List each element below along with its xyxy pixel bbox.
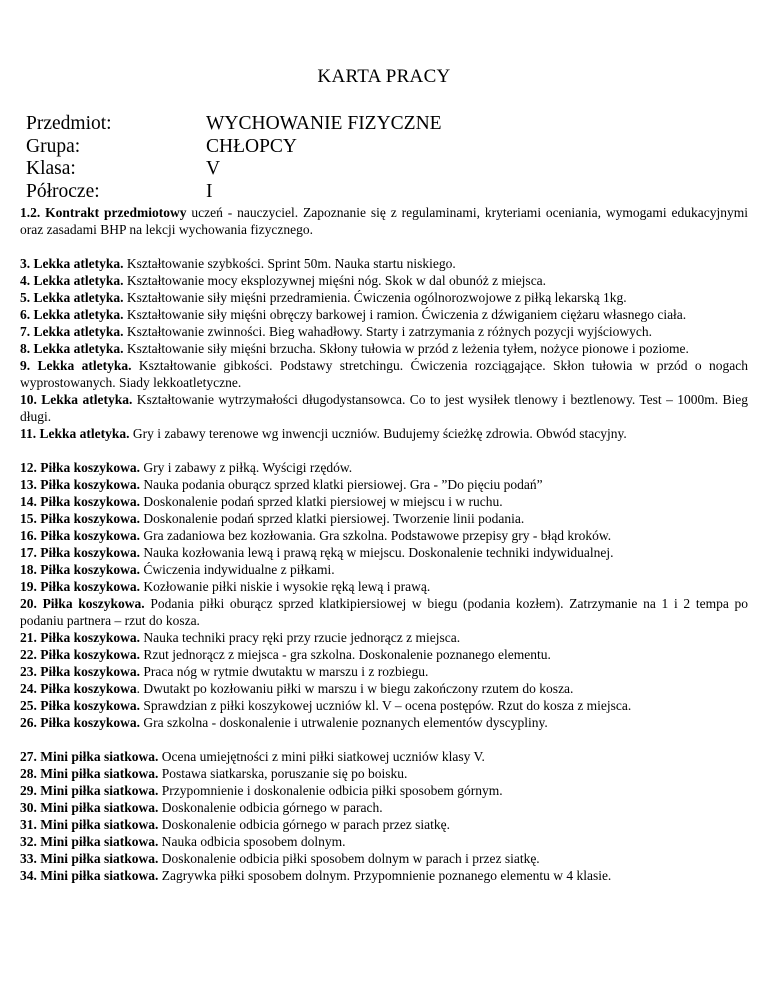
- item-text: Nauka techniki pracy ręki przy rzucie jednorącz z miejsca.: [140, 630, 461, 645]
- meta-row-semester: [26, 181, 442, 204]
- item-text: Kształtowanie siły mięśni brzucha. Skłony tułowia w przód z leżenia tyłem, nożyce pionowe i poziome.: [123, 341, 689, 356]
- item-text: Kozłowanie piłki niskie i wysokie ręką lewą i prawą.: [140, 579, 431, 594]
- lesson-item: [20, 357, 748, 391]
- item-heading: Lekka atletyka.: [33, 290, 124, 305]
- lesson-item: [20, 816, 748, 833]
- item-number: 18.: [20, 562, 37, 577]
- lesson-item: [20, 561, 748, 578]
- lesson-item: [20, 391, 748, 425]
- lesson-item: [20, 850, 748, 867]
- item-heading: Mini piłka siatkowa.: [40, 868, 159, 883]
- item-number: 27.: [20, 749, 37, 764]
- item-text: Zagrywka piłki sposobem dolnym. Przypomnienie poznanego elementu w 4 klasie.: [158, 868, 612, 883]
- item-text: Praca nóg w rytmie dwutaktu w marszu i z rozbiegu.: [140, 664, 429, 679]
- lesson-item: [20, 527, 748, 544]
- meta-label: Półrocze:: [26, 180, 100, 202]
- item-number: 12.: [20, 460, 37, 475]
- item-heading: Mini piłka siatkowa.: [40, 851, 159, 866]
- item-text: Kształtowanie szybkości. Sprint 50m. Nauka startu niskiego.: [123, 256, 456, 271]
- item-text: Postawa siatkarska, poruszanie się po boisku.: [158, 766, 408, 781]
- lesson-item: [20, 782, 748, 799]
- item-heading: Mini piłka siatkowa.: [40, 749, 159, 764]
- item-heading: Piłka koszykowa.: [40, 562, 141, 577]
- item-number: 17.: [20, 545, 37, 560]
- meta-row-subject: [26, 113, 442, 136]
- page-title: KARTA PRACY: [317, 66, 451, 87]
- lesson-item: [20, 425, 748, 442]
- item-number: 10.: [20, 392, 37, 407]
- item-heading: Piłka koszykowa.: [40, 664, 141, 679]
- item-heading: Piłka koszykowa.: [40, 630, 141, 645]
- item-text: Kształtowanie siły mięśni obręczy barkowej i ramion. Ćwiczenia z dźwiganiem ciężaru własnego ciała.: [123, 307, 687, 322]
- item-text: . Dwutakt po kozłowaniu piłki w marszu i w biegu zakończony rzutem do kosza.: [136, 681, 574, 696]
- item-text: Doskonalenie odbicia górnego w parach przez siatkę.: [158, 817, 451, 832]
- item-number: 22.: [20, 647, 37, 662]
- item-heading: Lekka atletyka.: [33, 341, 124, 356]
- item-heading: Mini piłka siatkowa.: [40, 834, 159, 849]
- item-text: Gra szkolna - doskonalenie i utrwalenie poznanych elementów dyscypliny.: [140, 715, 548, 730]
- lesson-item: [20, 595, 748, 629]
- item-heading: Piłka koszykowa.: [40, 647, 141, 662]
- lesson-item: [20, 578, 748, 595]
- item-number: 7.: [20, 324, 31, 339]
- item-heading: Piłka koszykowa.: [40, 511, 141, 526]
- item-number: 13.: [20, 477, 37, 492]
- item-heading: Piłka koszykowa.: [40, 715, 141, 730]
- item-text: Gry i zabawy z piłką. Wyścigi rzędów.: [140, 460, 353, 475]
- item-number: 26.: [20, 715, 37, 730]
- lesson-item: [20, 680, 748, 697]
- meta-label: Przedmiot:: [26, 113, 112, 134]
- meta-value: V: [206, 158, 221, 179]
- lesson-item: [20, 646, 748, 663]
- item-heading: Piłka koszykowa.: [40, 528, 141, 543]
- lesson-list: [20, 204, 748, 884]
- meta-label: Grupa:: [26, 135, 81, 157]
- item-heading: Mini piłka siatkowa.: [40, 766, 159, 781]
- meta-value: CHŁOPCY: [206, 135, 298, 157]
- intro-paragraph: [20, 204, 748, 238]
- meta-row-class: [26, 158, 442, 181]
- lesson-item: [20, 799, 748, 816]
- item-number: 21.: [20, 630, 37, 645]
- item-text: Gry i zabawy terenowe wg inwencji uczniów. Budujemy ścieżkę zdrowia. Obwód stacyjny.: [129, 426, 627, 441]
- item-number: 9.: [20, 358, 31, 373]
- lesson-item: [20, 748, 748, 765]
- item-text: Ocena umiejętności z mini piłki siatkowej uczniów klasy V.: [158, 749, 485, 764]
- lesson-item: [20, 697, 748, 714]
- item-number: 32.: [20, 834, 37, 849]
- item-number: 29.: [20, 783, 37, 798]
- item-number: 14.: [20, 494, 37, 509]
- item-number: 30.: [20, 800, 37, 815]
- lesson-item: [20, 714, 748, 731]
- lesson-item: [20, 289, 748, 306]
- section-gap: [20, 731, 748, 748]
- item-text: Kształtowanie siły mięśni przedramienia. Ćwiczenia ogólnorozwojowe z piłką lekarską 1kg.: [123, 290, 627, 305]
- item-text: Doskonalenie podań sprzed klatki piersiowej w miejscu i w ruchu.: [140, 494, 503, 509]
- item-heading: Mini piłka siatkowa.: [40, 817, 159, 832]
- item-number: 1.2.: [20, 205, 41, 220]
- item-text: Gra zadaniowa bez kozłowania. Gra szkolna. Podstawowe przepisy gry - błąd kroków.: [140, 528, 612, 543]
- item-heading: Mini piłka siatkowa.: [40, 783, 159, 798]
- item-text: Kształtowanie gibkości. Podstawy stretchingu. Ćwiczenia rozciągające. Skłon tułowia w przód o nogach wyprostowanych. Siady lekkoatletyczne.: [20, 358, 748, 390]
- lesson-item: [20, 510, 748, 527]
- lesson-item: [20, 663, 748, 680]
- item-number: 20.: [20, 596, 37, 611]
- item-heading: Lekka atletyka.: [41, 392, 133, 407]
- item-number: 19.: [20, 579, 37, 594]
- item-text: Doskonalenie odbicia piłki sposobem dolnym w parach i przez siatkę.: [158, 851, 540, 866]
- item-text: Doskonalenie podań sprzed klatki piersiowej. Tworzenie linii podania.: [140, 511, 525, 526]
- item-text: Doskonalenie odbicia górnego w parach.: [158, 800, 383, 815]
- lesson-item: [20, 833, 748, 850]
- lesson-item: [20, 272, 748, 289]
- meta-label: Klasa:: [26, 158, 76, 179]
- item-heading: Piłka koszykowa.: [42, 596, 145, 611]
- lesson-item: [20, 255, 748, 272]
- item-text: Kształtowanie zwinności. Bieg wahadłowy. Starty i zatrzymania z różnych pozycji wyjściowych.: [123, 324, 652, 339]
- lesson-item: [20, 476, 748, 493]
- item-heading: Piłka koszykowa.: [40, 477, 141, 492]
- item-text: Przypomnienie i doskonalenie odbicia piłki sposobem górnym.: [158, 783, 503, 798]
- item-number: 3.: [20, 256, 31, 271]
- item-heading: Lekka atletyka.: [33, 273, 124, 288]
- meta-value: WYCHOWANIE FIZYCZNE: [206, 113, 442, 134]
- item-heading: Piłka koszykowa.: [40, 460, 141, 475]
- item-number: 15.: [20, 511, 37, 526]
- item-heading: Piłka koszykowa.: [40, 545, 141, 560]
- lesson-item: [20, 867, 748, 884]
- lesson-item: [20, 544, 748, 561]
- item-number: 6.: [20, 307, 31, 322]
- lesson-item: [20, 340, 748, 357]
- item-heading: Kontrakt przedmiotowy: [45, 205, 187, 220]
- item-number: 16.: [20, 528, 37, 543]
- item-heading: Lekka atletyka.: [39, 426, 130, 441]
- item-heading: Mini piłka siatkowa.: [40, 800, 159, 815]
- item-heading: Piłka koszykowa.: [40, 698, 141, 713]
- item-text: Kształtowanie wytrzymałości długodystansowca. Co to jest wysiłek tlenowy i beztlenowy. Test – 1000m. Bieg długi.: [20, 392, 748, 424]
- item-text: Kształtowanie mocy eksplozywnej mięśni nóg. Skok w dal obunóż z miejsca.: [123, 273, 547, 288]
- item-heading: Lekka atletyka.: [33, 307, 124, 322]
- item-number: 23.: [20, 664, 37, 679]
- lesson-item: [20, 306, 748, 323]
- section-gap: [20, 238, 748, 255]
- item-number: 33.: [20, 851, 37, 866]
- item-number: 25.: [20, 698, 37, 713]
- item-number: 34.: [20, 868, 37, 883]
- item-heading: Lekka atletyka.: [33, 324, 124, 339]
- item-number: 28.: [20, 766, 37, 781]
- meta-value: I: [206, 180, 213, 202]
- item-heading: Lekka atletyka.: [33, 256, 124, 271]
- meta-row-group: [26, 136, 442, 159]
- meta-block: [26, 113, 442, 203]
- lesson-item: [20, 493, 748, 510]
- item-number: 5.: [20, 290, 31, 305]
- item-number: 31.: [20, 817, 37, 832]
- item-heading: Lekka atletyka.: [37, 358, 132, 373]
- lesson-item: [20, 459, 748, 476]
- item-text: Ćwiczenia indywidualne z piłkami.: [140, 562, 335, 577]
- lesson-item: [20, 323, 748, 340]
- item-number: 8.: [20, 341, 31, 356]
- item-number: 11.: [20, 426, 37, 441]
- item-heading: Piłka koszykowa.: [40, 579, 141, 594]
- item-text: Podania piłki oburącz sprzed klatkipiersiowej w biegu (podania kozłem). Zatrzymanie na 1 i 2 tempa po podaniu partnera – rzut do kosza.: [20, 596, 748, 628]
- lesson-item: [20, 629, 748, 646]
- item-text: uczeń - nauczyciel. Zapoznanie się z regulaminami, kryteriami oceniania, wymogami edukacyjnymi oraz zasadami BHP na lekcji wychowania fizycznego.: [20, 205, 749, 237]
- lesson-item: [20, 765, 748, 782]
- item-text: Nauka odbicia sposobem dolnym.: [158, 834, 346, 849]
- item-heading: Piłka koszykowa.: [40, 494, 141, 509]
- item-number: 4.: [20, 273, 31, 288]
- item-text: Rzut jednorącz z miejsca - gra szkolna. Doskonalenie poznanego elementu.: [140, 647, 551, 662]
- item-number: 24.: [20, 681, 37, 696]
- item-text: Nauka kozłowania lewą i prawą ręką w miejscu. Doskonalenie techniki indywidualnej.: [140, 545, 614, 560]
- section-gap: [20, 442, 748, 459]
- item-text: Nauka podania oburącz sprzed klatki piersiowej. Gra - ”Do pięciu podań”: [140, 477, 543, 492]
- item-heading: Piłka koszykowa: [40, 681, 137, 696]
- item-text: Sprawdzian z piłki koszykowej uczniów kl. V – ocena postępów. Rzut do kosza z miejsca.: [140, 698, 632, 713]
